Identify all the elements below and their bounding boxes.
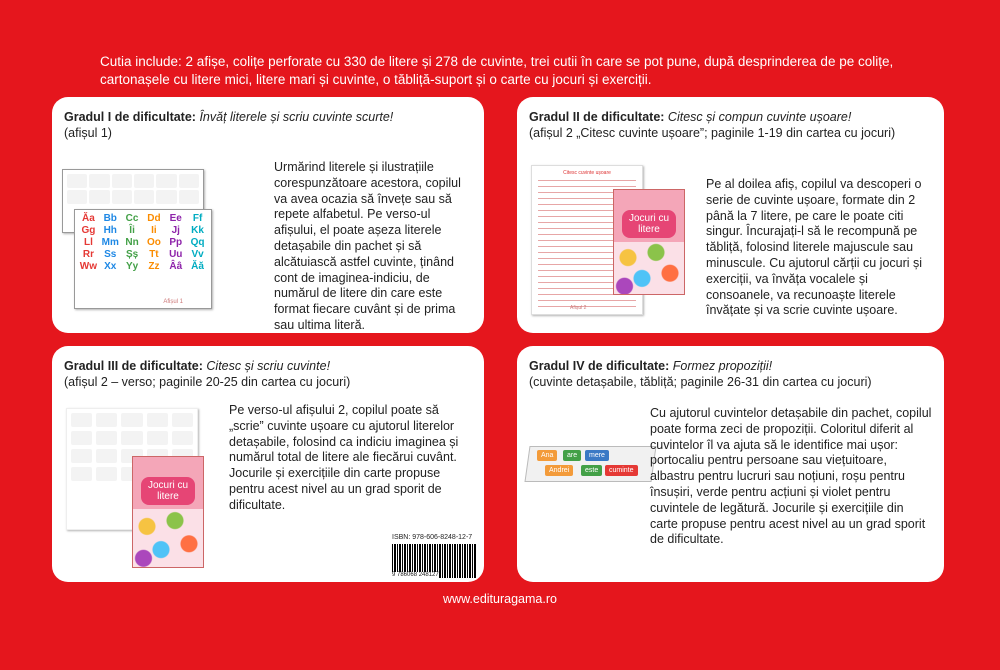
- poster-letter: Rr: [82, 249, 94, 260]
- level-4-subtitle: Formez propoziții!: [672, 359, 773, 373]
- level-3-header: [64, 358, 474, 390]
- poster-letter: Bb: [103, 213, 117, 224]
- word-card: are: [563, 450, 581, 461]
- poster-letter: Oo: [146, 237, 161, 248]
- poster-letter: Vv: [191, 249, 204, 260]
- poster-letter: Ee: [169, 213, 182, 224]
- poster-letter: Ăa: [82, 213, 95, 224]
- book-title: Jocuri cu litere: [622, 210, 676, 238]
- book-cover: [132, 456, 204, 568]
- word-card: cuminte: [605, 465, 638, 476]
- level-3-note: (afișul 2 – verso; paginile 20-25 din cartea cu jocuri): [64, 375, 351, 389]
- poster-1-caption: Afișul 1: [163, 299, 183, 305]
- level-1-subtitle: Învăț literele și scriu cuvinte scurte!: [199, 110, 394, 124]
- poster-letter: Ww: [79, 261, 98, 272]
- poster-letter: Șș: [125, 249, 139, 260]
- poster-letter: Tt: [149, 249, 159, 260]
- level-3-title: Gradul III de dificultate:: [64, 359, 203, 373]
- level-3-card: [52, 346, 484, 582]
- level-2-note: (afișul 2 „Citesc cuvinte ușoare”; paginile 1-19 din cartea cu jocuri): [529, 126, 896, 140]
- level-1-description: Urmărind literele și ilustrațiile corespunzătoare acestora, copilul va avea ocazia să învețe sau să repete alfabetul. Pe verso-ul afișului, el poate așeza literele detașabile din pachet și să alcătuiască astfel cuvinte, ținând cont de imaginea-indiciu, de numărul de litere din care este format fiecare cuvânt și de prima sau ultima literă.: [274, 160, 461, 332]
- poster-letter: Îi: [129, 225, 135, 236]
- poster-letter: Pp: [169, 237, 183, 248]
- poster-letter: Ââ: [169, 261, 183, 272]
- level-1-header: [64, 109, 474, 141]
- poster-2-caption: Afișul 2: [570, 305, 587, 311]
- level-2-card: [517, 97, 944, 333]
- level-3-subtitle: Citesc și scriu cuvinte!: [206, 359, 331, 373]
- level-4-note: (cuvinte detașabile, tăbliță; paginile 26-31 din cartea cu jocuri): [529, 375, 872, 389]
- level-4-card: [517, 346, 944, 582]
- word-card: este: [581, 465, 602, 476]
- word-card: mere: [585, 450, 609, 461]
- poster-letter: Dd: [147, 213, 161, 224]
- word-card: Ana: [537, 450, 557, 461]
- poster-letter: Hh: [103, 225, 117, 236]
- poster-1-alphabet: [74, 209, 212, 309]
- level-2-description: Pe al doilea afiș, copilul va descoperi o serie de cuvinte ușoare, formate din 2 până la 7 litere, pe care le poate citi singur. Încurajați-l să le recompună pe tăbliță, folosind literele majuscule sau minuscule. Cu ajutorul cărții cu jocuri și exerciții, va învăța vocalele și consoanele, va recunoaște literele învățate și va scrie cuvinte ușoare.: [706, 177, 923, 318]
- level-4-description: Cu ajutorul cuvintelor detașabile din pachet, copilul poate forma zeci de propoziții. Coloritul diferit al cuvintelor îl va ajuta să le identifice mai ușor: portocaliu pentru persoane sau viețuitoare, albastru pentru lucruri sau noțiuni, roșu pentru însușiri, verde pentru acțiuni și violet pentru cuvintele de legătură. Jocurile și exercițiile din carte propuse pentru acest nivel au un grad sporit de dificultate.: [650, 406, 932, 547]
- poster-letter: Xx: [104, 261, 117, 272]
- book-cover: [613, 189, 685, 295]
- barcode-number: 9 786068 248127: [392, 572, 439, 578]
- poster-letter: Uu: [169, 249, 183, 260]
- poster-letter: Mm: [101, 237, 119, 248]
- word-card: Andrei: [545, 465, 573, 476]
- book-title: Jocuri cu litere: [141, 477, 195, 505]
- level-1-card: [52, 97, 484, 333]
- poster-letter: Ăă: [191, 261, 204, 272]
- level-2-subtitle: Citesc și compun cuvinte ușoare!: [667, 110, 852, 124]
- level-1-note: (afișul 1): [64, 126, 112, 140]
- poster-letter: Jj: [171, 225, 180, 236]
- poster-letter: Gg: [81, 225, 96, 236]
- level-4-header: [529, 358, 934, 390]
- poster-letter: Ss: [104, 249, 117, 260]
- level-2-header: [529, 109, 934, 141]
- poster-letter: Ff: [192, 213, 203, 224]
- poster-2-heading: Citesc cuvinte ușoare: [563, 170, 611, 176]
- poster-letter: Yy: [125, 261, 139, 272]
- isbn-text: ISBN: 978-606-8248-12-7: [392, 534, 473, 541]
- poster-letter: Ii: [151, 225, 157, 236]
- intro-text: Cutia include: 2 afișe, colițe perforate cu 330 de litere și 278 de cuvinte, trei cutii în care se pot pune, după desprinderea de pe colițe, cartonașele cu litere mici, litere mari și cuvinte, o tăbliță-suport și o carte cu jocuri și exerciții.: [100, 54, 894, 87]
- poster-letter: Kk: [191, 225, 204, 236]
- level-4-title: Gradul IV de dificultate:: [529, 359, 670, 373]
- level-3-description: Pe verso-ul afișului 2, copilul poate să „scrie” cuvinte ușoare cu ajutorul literelor detașabile, folosind ca indiciu imaginea și numărul total de litere ale fiecărui cuvânt. Jocurile și exercițiile din carte propuse pentru acest nivel au un grad sporit de dificultate.: [229, 403, 459, 512]
- level-2-title: Gradul II de dificultate:: [529, 110, 665, 124]
- level-1-title: Gradul I de dificultate:: [64, 110, 196, 124]
- poster-letter: Nn: [125, 237, 139, 248]
- poster-letter: Qq: [190, 237, 205, 248]
- poster-letter: Ll: [83, 237, 93, 248]
- poster-letter: Zz: [148, 261, 160, 272]
- poster-letter: Cc: [125, 213, 139, 224]
- website-url: www.edituragama.ro: [443, 592, 557, 606]
